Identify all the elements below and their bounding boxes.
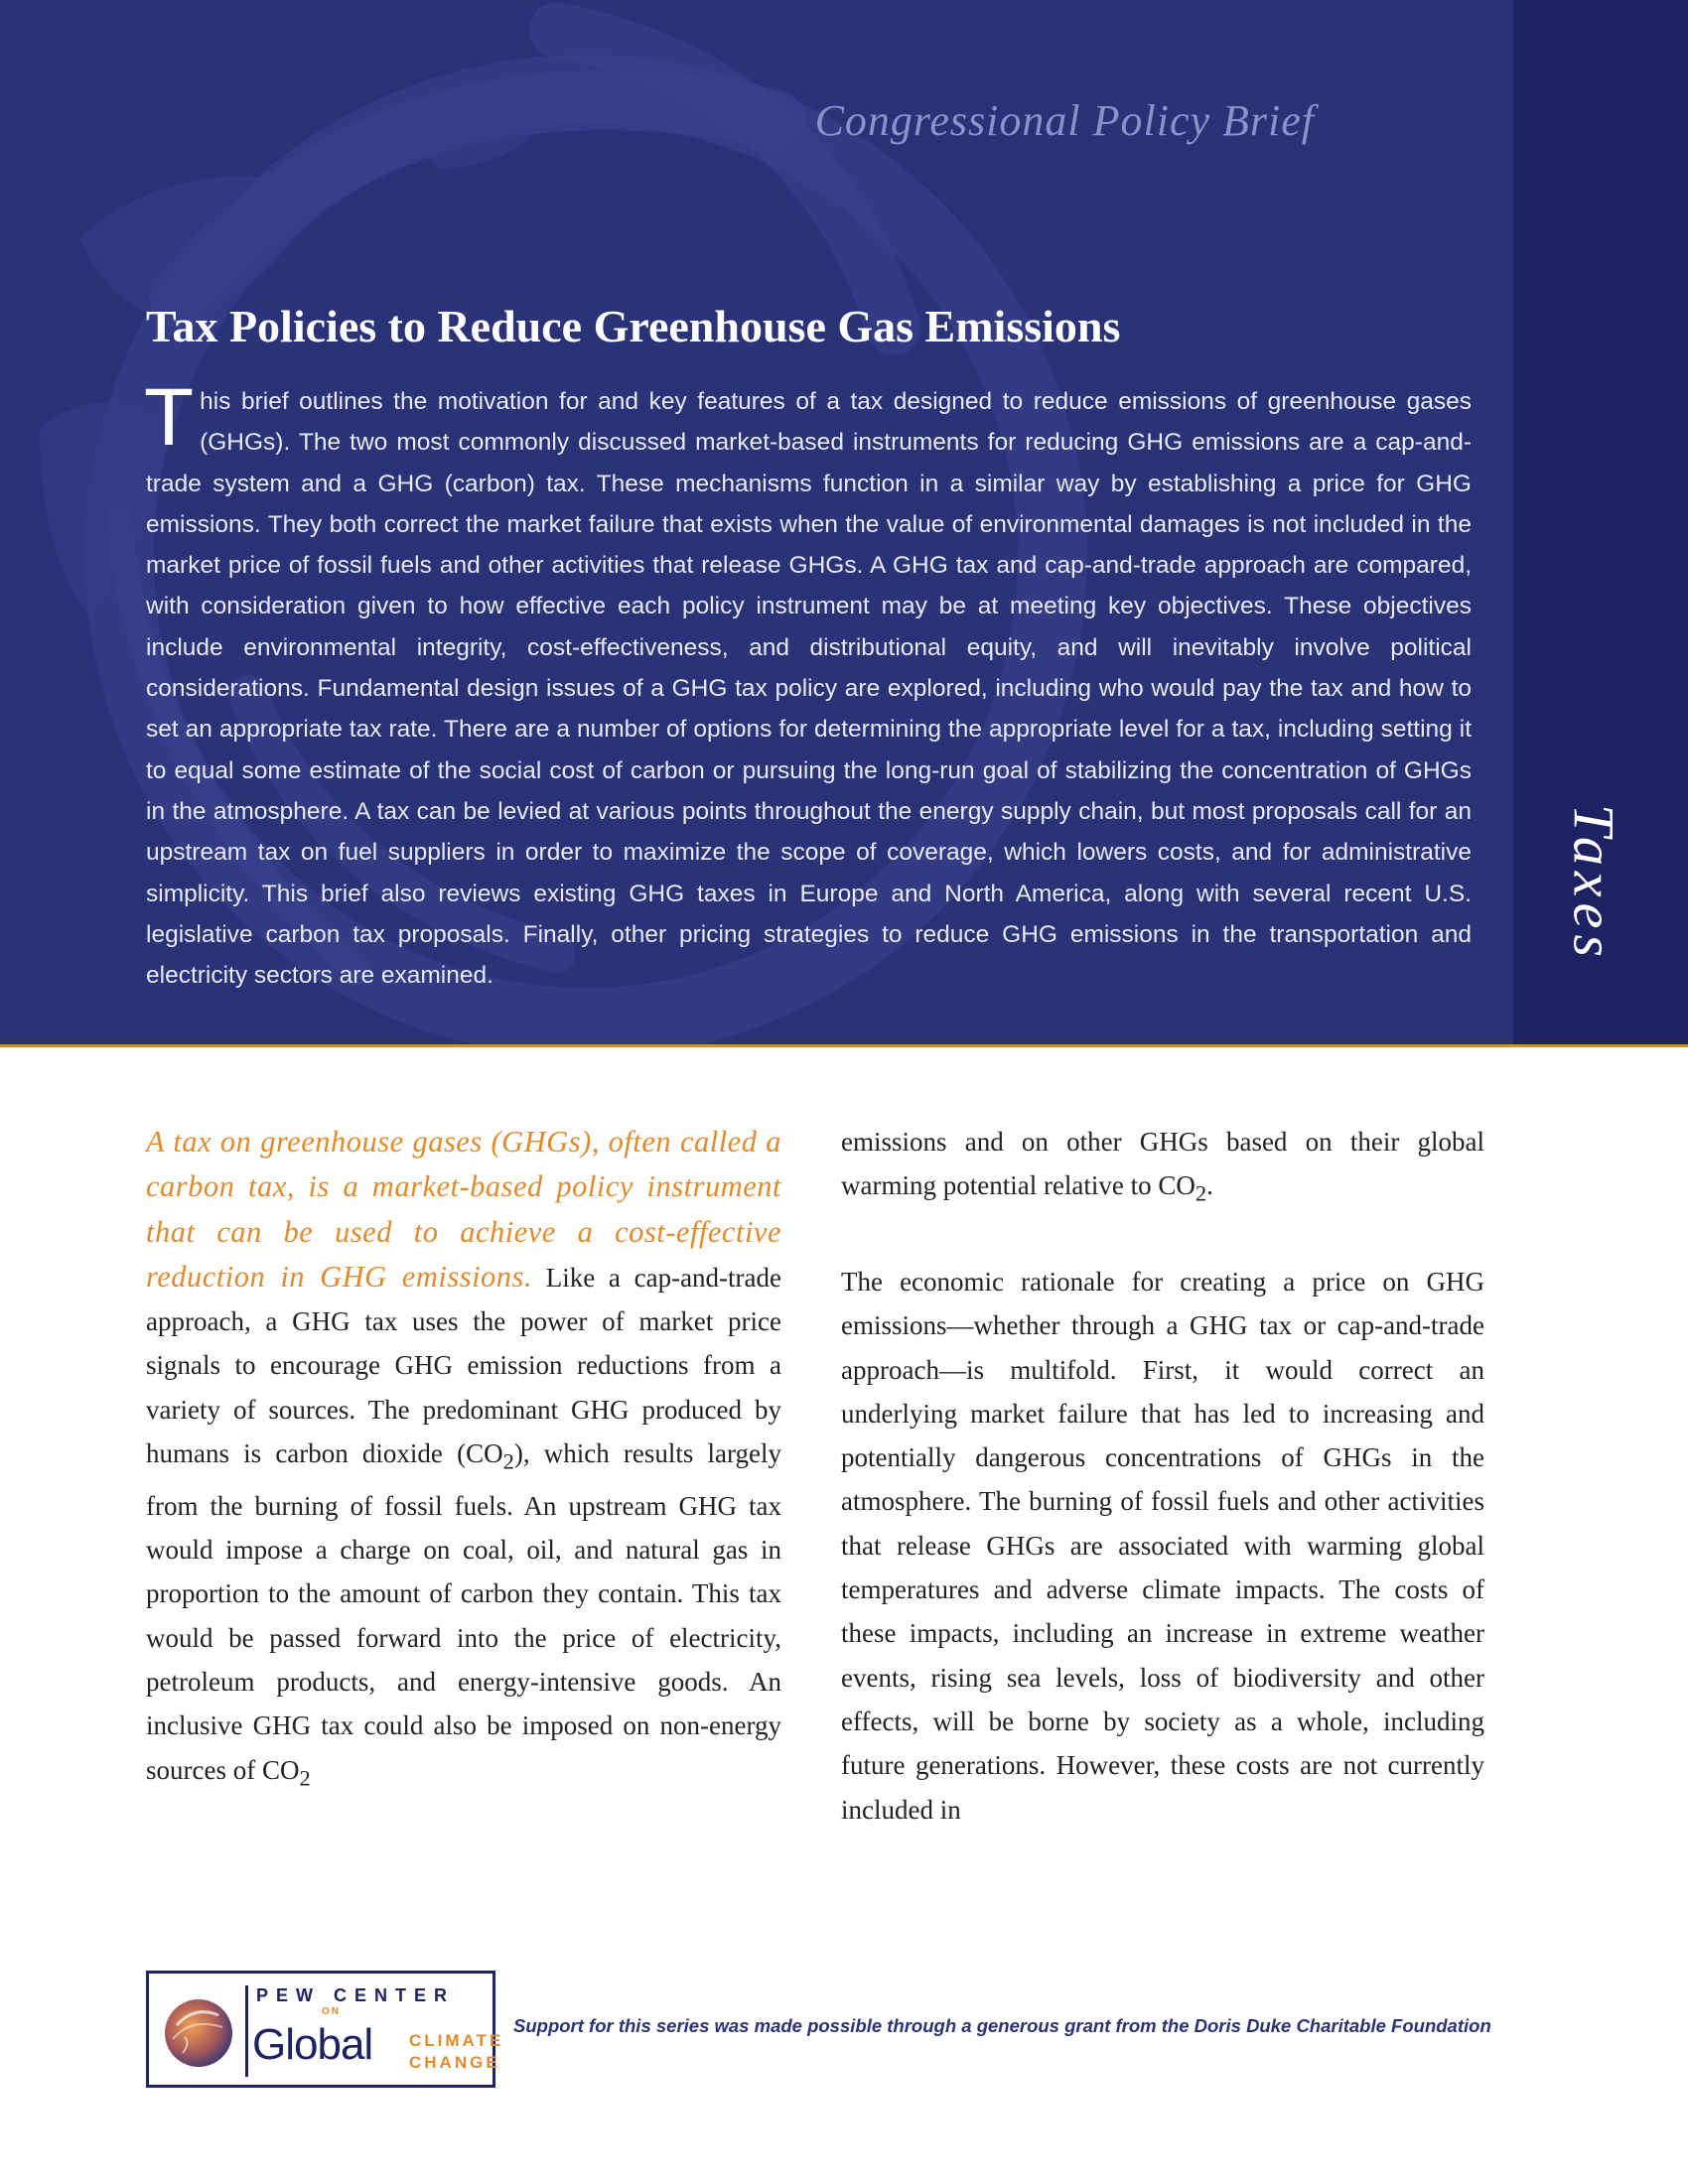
globe-emblem-icon bbox=[161, 1995, 236, 2071]
pew-center-logo bbox=[146, 1971, 504, 2088]
body-text: ), which results largely from the burning of fossil fuels. An upstream GHG tax would impose a charge on coal, oil, and natural gas in proportion to the amount of carbon they contain. This tax would be passed forward into the price of electricity, petroleum products, and energy-intensive goods. An inclusive GHG tax could also be imposed on non-energy sources of CO bbox=[146, 1438, 781, 1785]
page-title: Tax Policies to Reduce Greenhouse Gas Emissions bbox=[146, 301, 1121, 351]
header-divider bbox=[0, 1044, 1688, 1047]
subscript: 2 bbox=[1195, 1180, 1207, 1206]
body-paragraph bbox=[146, 1120, 781, 1800]
logo-on: ON bbox=[322, 2006, 341, 2017]
logo-change: CHANGE bbox=[409, 2053, 500, 2072]
support-note: Support for this series was made possible through a generous grant from the Doris Duke Charitable Foundation bbox=[513, 2015, 1491, 2036]
abstract bbox=[144, 372, 1472, 996]
abstract-text: his brief outlines the motivation for and key features of a tax designed to reduce emissions of greenhouse gases (GHGs). The two most commonly discussed market-based instruments for reducing GHG emissions are a cap-and-trade system and a GHG (carbon) tax. These mechanisms function in a similar way by establishing a price for GHG emissions. They both correct the market failure that exists when the value of environmental damages is not included in the market price of fossil fuels and other activities that release GHGs. A GHG tax and cap-and-trade approach are compared, with consideration given to how effective each policy instrument may be at meeting key objectives. These objectives include environmental integrity, cost-effectiveness, and distributional equity, and will inevitably involve political considerations. Fundamental design issues of a GHG tax policy are explored, including who would pay the tax and how to set an appropriate tax rate. There are a number of options for determining the appropriate level for a tax, including setting it to equal some estimate of the social cost of carbon or pursuing the long-run goal of stabilizing the concentration of GHGs in the atmosphere. A tax can be levied at various points throughout the energy supply chain, but most proposals call for an upstream tax on fuel suppliers in order to maximize the scope of coverage, which lowers costs, and for administrative simplicity. This brief also reviews existing GHG taxes in Europe and North America, along with several recent U.S. legislative carbon tax proposals. Finally, other pricing strategies to reduce GHG emissions in the transportation and electricity sectors are examined. bbox=[146, 388, 1472, 990]
body-column-left bbox=[146, 1120, 781, 1800]
header-banner bbox=[0, 0, 1513, 1044]
body-text: Like a cap-and-trade approach, a GHG tax uses the power of market price signals to encourage GHG emission reductions from a variety of sources. The predominant GHG produced by humans is carbon dioxide (CO bbox=[146, 1262, 782, 1469]
subscript: 2 bbox=[299, 1764, 311, 1790]
body-text: emissions and on other GHGs based on their global warming potential relative to CO bbox=[841, 1127, 1484, 1201]
logo-pew-center: PEW CENTER bbox=[256, 1985, 456, 2005]
drop-cap: T bbox=[144, 372, 195, 463]
lead-statement: A tax on greenhouse gases (GHGs), often called a carbon tax, is a market-based policy instrument that can be used to achieve a cost-effective reduction in GHG emissions. bbox=[146, 1125, 781, 1294]
body-column-right bbox=[841, 1120, 1484, 1832]
logo-climate: CLIMATE bbox=[409, 2031, 504, 2050]
section-label: Taxes bbox=[1561, 804, 1626, 963]
body-paragraph bbox=[841, 1120, 1484, 1216]
subscript: 2 bbox=[502, 1448, 514, 1474]
body-paragraph: The economic rationale for creating a price on GHG emissions—whether through a GHG tax or cap-and-trade approach—is multifold. First, it would correct an underlying market failure that has led to increasing and potentially dangerous concentrations of GHGs in the atmosphere. The burning of fossil fuels and other activities that release GHGs are associated with warming global temperatures and adverse climate impacts. The costs of these impacts, including an increase in extreme weather events, rising sea levels, loss of biodiversity and other effects, will be borne by society as a whole, including future generations. However, these costs are not currently included in bbox=[841, 1266, 1484, 1825]
logo-divider bbox=[245, 1985, 248, 2077]
logo-global: Global bbox=[252, 2020, 373, 2069]
series-label: Congressional Policy Brief bbox=[814, 96, 1315, 145]
body-text: . bbox=[1206, 1170, 1213, 1201]
